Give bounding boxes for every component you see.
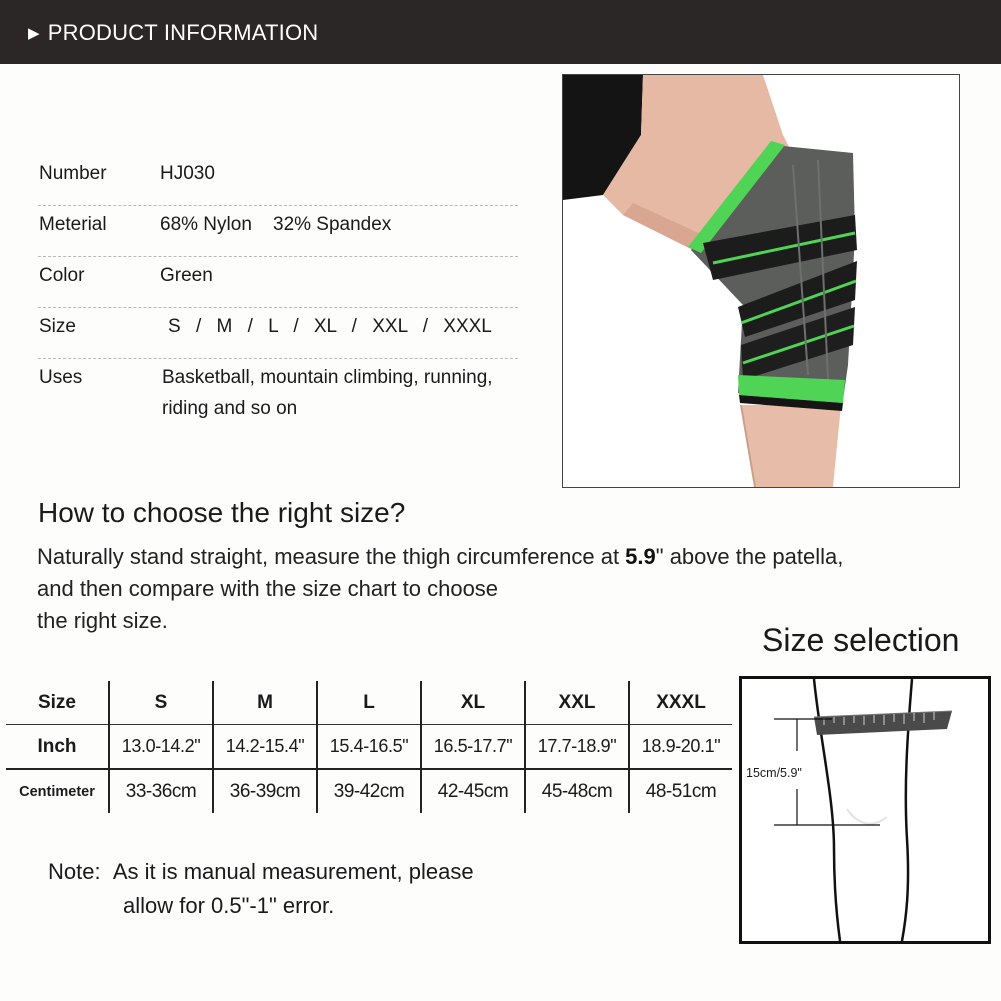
note-line1 xyxy=(48,855,474,889)
table-header-cell: XXXL xyxy=(629,681,732,725)
spec-row-size xyxy=(38,308,518,359)
note xyxy=(48,855,474,923)
table-row-label: Centimeter xyxy=(19,783,95,800)
spec-label: Meterial xyxy=(39,214,107,235)
table-cell: 42-45cm xyxy=(421,769,525,813)
howto-line2: and then compare with the size chart to choose xyxy=(37,576,499,601)
howto-line1 xyxy=(37,544,843,569)
spec-label: Uses xyxy=(39,367,83,388)
spec-row-uses xyxy=(38,359,518,419)
table-cell: 14.2-15.4" xyxy=(213,725,317,770)
table-header-row xyxy=(6,681,732,725)
spec-list xyxy=(38,155,518,419)
table-header-cell: XXL xyxy=(525,681,629,725)
howto-line1-pre: Naturally stand straight, measure the thigh circumference at xyxy=(37,544,626,569)
howto-line3: the right size. xyxy=(37,608,168,633)
table-header-cell: M xyxy=(213,681,317,725)
table-header-cell: XL xyxy=(421,681,525,725)
spec-row-color xyxy=(38,257,518,308)
spec-value: S / M / L / XL / XXL / XXXL xyxy=(168,316,492,337)
table-row xyxy=(6,725,732,770)
spec-label: Number xyxy=(39,163,107,184)
table-cell: 16.5-17.7" xyxy=(421,725,525,770)
table-cell: 36-39cm xyxy=(213,769,317,813)
table-cell: 18.9-20.1" xyxy=(629,725,732,770)
table-cell: 13.0-14.2" xyxy=(109,725,213,770)
table-cell: 39-42cm xyxy=(317,769,421,813)
table-cell: 17.7-18.9" xyxy=(525,725,629,770)
spec-value: HJ030 xyxy=(160,163,215,184)
spec-row-number xyxy=(38,155,518,206)
header-title-text: PRODUCT INFORMATION xyxy=(47,20,319,45)
table-cell: 33-36cm xyxy=(109,769,213,813)
header-title xyxy=(28,20,318,46)
table-cell: 48-51cm xyxy=(629,769,732,813)
note-text-1: As it is manual measurement, please xyxy=(112,859,474,884)
spec-row-material xyxy=(38,206,518,257)
spec-value: Green xyxy=(160,265,213,286)
size-chart-table xyxy=(6,681,732,813)
measurement-label: 15cm/5.9" xyxy=(746,766,802,780)
spec-value: 68% Nylon 32% Spandex xyxy=(160,214,392,235)
howto-highlight: 5.9 xyxy=(625,544,656,569)
table-row xyxy=(6,769,732,813)
size-selection-title: Size selection xyxy=(762,622,960,658)
spec-value: Basketball, mountain climbing, running, riding and so on xyxy=(162,367,493,419)
howto-line1-post: " above the patella, xyxy=(655,544,844,569)
knee-sleeve-photo xyxy=(562,74,960,488)
play-triangle-icon: ▶ xyxy=(28,25,40,42)
table-row-label: Inch xyxy=(6,725,109,770)
howto-title: How to choose the right size? xyxy=(38,497,406,528)
note-label: Note: xyxy=(48,859,101,884)
table-cell: 45-48cm xyxy=(525,769,629,813)
spec-label: Size xyxy=(39,316,76,337)
note-text-2: allow for 0.5"-1" error. xyxy=(123,893,335,918)
spec-label: Color xyxy=(39,265,85,286)
header-bar xyxy=(0,0,1001,64)
table-header-cell: S xyxy=(109,681,213,725)
table-cell: 15.4-16.5" xyxy=(317,725,421,770)
measurement-diagram xyxy=(739,676,991,944)
table-header-cell: Size xyxy=(6,681,109,725)
table-header-cell: L xyxy=(317,681,421,725)
